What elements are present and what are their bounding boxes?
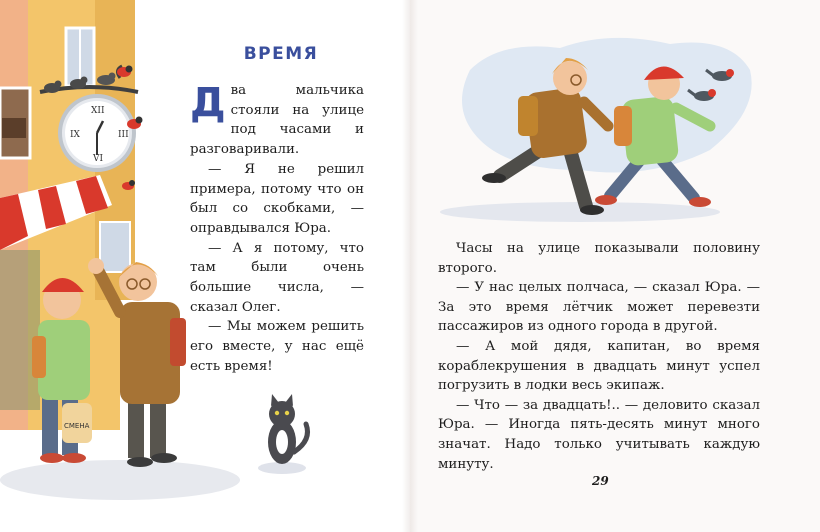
street-clock <box>60 96 134 170</box>
story-title: ВРЕМЯ <box>243 44 319 64</box>
right-page-text <box>438 239 760 474</box>
svg-text:III: III <box>118 130 129 140</box>
paragraph: — А я потому, что там были очень большие числа, — сказал Олег. <box>190 240 364 315</box>
svg-text:XII: XII <box>91 106 105 116</box>
bag-label: СМЕНА <box>64 422 90 430</box>
page-number: 29 <box>592 474 609 488</box>
svg-text:VI: VI <box>93 154 104 164</box>
book-gutter <box>402 0 418 532</box>
paragraph: — У нас целых полчаса, — сказал Юра. — За это время лётчик может перевезти пассажиров из одного города в другой. <box>438 280 760 335</box>
paragraph: — Я не решил примера, потому что он был со скобками, — оправдывался Юра. <box>190 161 364 236</box>
paragraph: — А мой дядя, капитан, во время кораблекрушения в двадцать минут успел погрузить в лодки весь экипаж. <box>438 338 760 394</box>
paragraph: Два мальчика стояли на улице под часами и разговаривали. <box>190 80 364 158</box>
right-page <box>410 0 820 532</box>
paragraph: — Мы можем решить его вместе, у нас ещё есть время! <box>190 319 364 374</box>
paragraph: — Что — за двадцать!.. — деловито сказал Юра. — Иногда пять-десять минут много значат. Надо только учитывать каждую минуту. <box>438 397 760 472</box>
paragraph: Часы на улице показывали половину второго. <box>438 241 760 276</box>
svg-text:IX: IX <box>70 130 80 140</box>
cat-illustration <box>258 394 308 474</box>
running-boys-illustration <box>410 0 820 230</box>
left-page-text <box>190 81 364 377</box>
drop-cap: Д <box>190 80 226 126</box>
